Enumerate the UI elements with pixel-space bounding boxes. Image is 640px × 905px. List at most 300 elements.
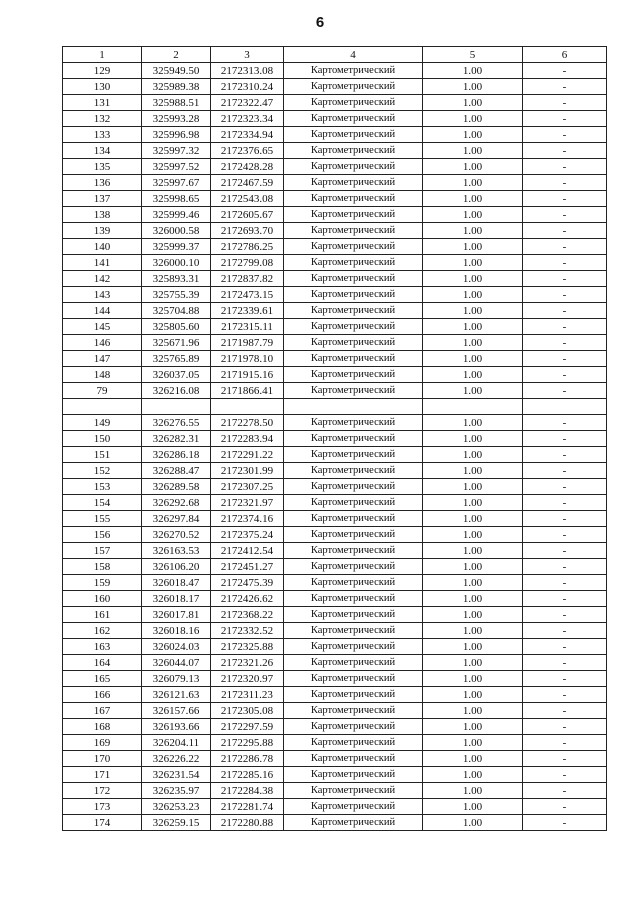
column-header: 4: [284, 47, 423, 63]
point-number-cell: 156: [63, 527, 142, 543]
y-coordinate-cell: 2172322.47: [211, 95, 284, 111]
y-coordinate-cell: 2172376.65: [211, 143, 284, 159]
x-coordinate-cell: 326018.47: [142, 575, 211, 591]
table-header-row: [63, 47, 607, 63]
y-coordinate-cell: 2172291.22: [211, 447, 284, 463]
method-cell: Картометрический: [284, 95, 423, 111]
method-cell: Картометрический: [284, 271, 423, 287]
method-cell: Картометрический: [284, 287, 423, 303]
method-cell: Картометрический: [284, 431, 423, 447]
table-row: [63, 735, 607, 751]
accuracy-cell: 1.00: [423, 767, 523, 783]
page-number: 6: [315, 14, 325, 31]
y-coordinate-cell: 2172693.70: [211, 223, 284, 239]
description-cell: -: [523, 575, 607, 591]
point-number-cell: 145: [63, 319, 142, 335]
description-cell: -: [523, 383, 607, 399]
accuracy-cell: 1.00: [423, 591, 523, 607]
point-number-cell: 137: [63, 191, 142, 207]
point-number-cell: 161: [63, 607, 142, 623]
y-coordinate-cell: 2172307.25: [211, 479, 284, 495]
x-coordinate-cell: 326292.68: [142, 495, 211, 511]
description-cell: -: [523, 591, 607, 607]
description-cell: -: [523, 95, 607, 111]
method-cell: Картометрический: [284, 671, 423, 687]
table-row: [63, 319, 607, 335]
table-row: [63, 367, 607, 383]
table-row: [63, 559, 607, 575]
y-coordinate-cell: 2172284.38: [211, 783, 284, 799]
y-coordinate-cell: 2172283.94: [211, 431, 284, 447]
accuracy-cell: 1.00: [423, 783, 523, 799]
accuracy-cell: 1.00: [423, 527, 523, 543]
table-row: [63, 671, 607, 687]
description-cell: -: [523, 143, 607, 159]
table-row: [63, 159, 607, 175]
point-number-cell: 149: [63, 415, 142, 431]
accuracy-cell: 1.00: [423, 351, 523, 367]
method-cell: Картометрический: [284, 639, 423, 655]
point-number-cell: 172: [63, 783, 142, 799]
x-coordinate-cell: 325997.67: [142, 175, 211, 191]
accuracy-cell: 1.00: [423, 815, 523, 831]
accuracy-cell: 1.00: [423, 735, 523, 751]
column-header: 3: [211, 47, 284, 63]
point-number-cell: 160: [63, 591, 142, 607]
y-coordinate-cell: 2172281.74: [211, 799, 284, 815]
table-row: [63, 447, 607, 463]
point-number-cell: 151: [63, 447, 142, 463]
y-coordinate-cell: 2172325.88: [211, 639, 284, 655]
point-number-cell: 167: [63, 703, 142, 719]
method-cell: Картометрический: [284, 367, 423, 383]
description-cell: -: [523, 751, 607, 767]
description-cell: -: [523, 463, 607, 479]
table-row: [63, 511, 607, 527]
table-row: [63, 191, 607, 207]
table-row: [63, 143, 607, 159]
empty-cell: [142, 399, 211, 415]
x-coordinate-cell: 325996.98: [142, 127, 211, 143]
accuracy-cell: 1.00: [423, 799, 523, 815]
method-cell: Картометрический: [284, 799, 423, 815]
description-cell: -: [523, 79, 607, 95]
y-coordinate-cell: 2172837.82: [211, 271, 284, 287]
column-header: 6: [523, 47, 607, 63]
y-coordinate-cell: 2172321.26: [211, 655, 284, 671]
method-cell: Картометрический: [284, 735, 423, 751]
table-row: [63, 479, 607, 495]
column-header: 1: [63, 47, 142, 63]
accuracy-cell: 1.00: [423, 559, 523, 575]
description-cell: -: [523, 367, 607, 383]
method-cell: Картометрический: [284, 303, 423, 319]
x-coordinate-cell: 325755.39: [142, 287, 211, 303]
x-coordinate-cell: 325988.51: [142, 95, 211, 111]
y-coordinate-cell: 2172310.24: [211, 79, 284, 95]
table-row: [63, 239, 607, 255]
point-number-cell: 132: [63, 111, 142, 127]
table-row: [63, 431, 607, 447]
x-coordinate-cell: 325999.37: [142, 239, 211, 255]
point-number-cell: 129: [63, 63, 142, 79]
accuracy-cell: 1.00: [423, 63, 523, 79]
point-number-cell: 165: [63, 671, 142, 687]
accuracy-cell: 1.00: [423, 175, 523, 191]
y-coordinate-cell: 2172280.88: [211, 815, 284, 831]
description-cell: -: [523, 223, 607, 239]
x-coordinate-cell: 326017.81: [142, 607, 211, 623]
point-number-cell: 159: [63, 575, 142, 591]
description-cell: -: [523, 303, 607, 319]
y-coordinate-cell: 2172605.67: [211, 207, 284, 223]
description-cell: -: [523, 735, 607, 751]
description-cell: -: [523, 687, 607, 703]
table-row: [63, 463, 607, 479]
y-coordinate-cell: 2172412.54: [211, 543, 284, 559]
accuracy-cell: 1.00: [423, 623, 523, 639]
empty-separator-row: [63, 399, 607, 415]
accuracy-cell: 1.00: [423, 111, 523, 127]
accuracy-cell: 1.00: [423, 207, 523, 223]
description-cell: -: [523, 799, 607, 815]
point-number-cell: 168: [63, 719, 142, 735]
y-coordinate-cell: 2172473.15: [211, 287, 284, 303]
point-number-cell: 148: [63, 367, 142, 383]
y-coordinate-cell: 2172475.39: [211, 575, 284, 591]
table-row: [63, 751, 607, 767]
description-cell: -: [523, 127, 607, 143]
table-row: [63, 415, 607, 431]
method-cell: Картометрический: [284, 719, 423, 735]
y-coordinate-cell: 2171987.79: [211, 335, 284, 351]
method-cell: Картометрический: [284, 79, 423, 95]
y-coordinate-cell: 2172301.99: [211, 463, 284, 479]
x-coordinate-cell: 326079.13: [142, 671, 211, 687]
description-cell: -: [523, 319, 607, 335]
description-cell: -: [523, 415, 607, 431]
y-coordinate-cell: 2172278.50: [211, 415, 284, 431]
method-cell: Картометрический: [284, 767, 423, 783]
accuracy-cell: 1.00: [423, 719, 523, 735]
accuracy-cell: 1.00: [423, 543, 523, 559]
point-number-cell: 170: [63, 751, 142, 767]
x-coordinate-cell: 326235.97: [142, 783, 211, 799]
y-coordinate-cell: 2172786.25: [211, 239, 284, 255]
x-coordinate-cell: 326024.03: [142, 639, 211, 655]
point-number-cell: 157: [63, 543, 142, 559]
description-cell: -: [523, 255, 607, 271]
column-header: 5: [423, 47, 523, 63]
accuracy-cell: 1.00: [423, 239, 523, 255]
x-coordinate-cell: 326226.22: [142, 751, 211, 767]
description-cell: -: [523, 175, 607, 191]
table-row: [63, 255, 607, 271]
accuracy-cell: 1.00: [423, 223, 523, 239]
accuracy-cell: 1.00: [423, 415, 523, 431]
point-number-cell: 134: [63, 143, 142, 159]
y-coordinate-cell: 2172332.52: [211, 623, 284, 639]
description-cell: -: [523, 543, 607, 559]
table-row: [63, 63, 607, 79]
point-number-cell: 154: [63, 495, 142, 511]
point-number-cell: 141: [63, 255, 142, 271]
point-number-cell: 173: [63, 799, 142, 815]
accuracy-cell: 1.00: [423, 271, 523, 287]
method-cell: Картометрический: [284, 495, 423, 511]
table-row: [63, 175, 607, 191]
point-number-cell: 130: [63, 79, 142, 95]
method-cell: Картометрический: [284, 447, 423, 463]
x-coordinate-cell: 326018.16: [142, 623, 211, 639]
table-row: [63, 303, 607, 319]
accuracy-cell: 1.00: [423, 319, 523, 335]
table-row: [63, 223, 607, 239]
point-number-cell: 131: [63, 95, 142, 111]
method-cell: Картометрический: [284, 527, 423, 543]
description-cell: -: [523, 479, 607, 495]
method-cell: Картометрический: [284, 335, 423, 351]
accuracy-cell: 1.00: [423, 159, 523, 175]
point-number-cell: 163: [63, 639, 142, 655]
description-cell: -: [523, 191, 607, 207]
accuracy-cell: 1.00: [423, 511, 523, 527]
y-coordinate-cell: 2172451.27: [211, 559, 284, 575]
table-row: [63, 495, 607, 511]
point-number-cell: 152: [63, 463, 142, 479]
point-number-cell: 153: [63, 479, 142, 495]
table-row: [63, 527, 607, 543]
y-coordinate-cell: 2172305.08: [211, 703, 284, 719]
y-coordinate-cell: 2172285.16: [211, 767, 284, 783]
description-cell: -: [523, 815, 607, 831]
table-row: [63, 383, 607, 399]
x-coordinate-cell: 326157.66: [142, 703, 211, 719]
x-coordinate-cell: 326193.66: [142, 719, 211, 735]
point-number-cell: 150: [63, 431, 142, 447]
table-row: [63, 543, 607, 559]
accuracy-cell: 1.00: [423, 143, 523, 159]
table-row: [63, 111, 607, 127]
point-number-cell: 162: [63, 623, 142, 639]
y-coordinate-cell: 2172375.24: [211, 527, 284, 543]
y-coordinate-cell: 2172323.34: [211, 111, 284, 127]
method-cell: Картометрический: [284, 63, 423, 79]
table-row: [63, 607, 607, 623]
accuracy-cell: 1.00: [423, 639, 523, 655]
point-number-cell: 147: [63, 351, 142, 367]
accuracy-cell: 1.00: [423, 79, 523, 95]
table-row: [63, 127, 607, 143]
y-coordinate-cell: 2171915.16: [211, 367, 284, 383]
x-coordinate-cell: 326282.31: [142, 431, 211, 447]
point-number-cell: 138: [63, 207, 142, 223]
method-cell: Картометрический: [284, 607, 423, 623]
table-row: [63, 207, 607, 223]
coordinates-table: [62, 46, 607, 831]
accuracy-cell: 1.00: [423, 463, 523, 479]
accuracy-cell: 1.00: [423, 447, 523, 463]
y-coordinate-cell: 2172297.59: [211, 719, 284, 735]
y-coordinate-cell: 2172467.59: [211, 175, 284, 191]
method-cell: Картометрический: [284, 751, 423, 767]
accuracy-cell: 1.00: [423, 575, 523, 591]
x-coordinate-cell: 326000.58: [142, 223, 211, 239]
x-coordinate-cell: 325999.46: [142, 207, 211, 223]
table-row: [63, 591, 607, 607]
x-coordinate-cell: 326204.11: [142, 735, 211, 751]
x-coordinate-cell: 326286.18: [142, 447, 211, 463]
description-cell: -: [523, 607, 607, 623]
table-row: [63, 783, 607, 799]
y-coordinate-cell: 2171866.41: [211, 383, 284, 399]
description-cell: -: [523, 767, 607, 783]
table-row: [63, 79, 607, 95]
x-coordinate-cell: 326163.53: [142, 543, 211, 559]
x-coordinate-cell: 326276.55: [142, 415, 211, 431]
accuracy-cell: 1.00: [423, 607, 523, 623]
y-coordinate-cell: 2172320.97: [211, 671, 284, 687]
point-number-cell: 136: [63, 175, 142, 191]
x-coordinate-cell: 325949.50: [142, 63, 211, 79]
point-number-cell: 139: [63, 223, 142, 239]
accuracy-cell: 1.00: [423, 751, 523, 767]
description-cell: -: [523, 511, 607, 527]
y-coordinate-cell: 2172313.08: [211, 63, 284, 79]
column-header: 2: [142, 47, 211, 63]
x-coordinate-cell: 325998.65: [142, 191, 211, 207]
point-number-cell: 174: [63, 815, 142, 831]
y-coordinate-cell: 2172295.88: [211, 735, 284, 751]
empty-cell: [423, 399, 523, 415]
description-cell: -: [523, 527, 607, 543]
y-coordinate-cell: 2172428.28: [211, 159, 284, 175]
description-cell: -: [523, 447, 607, 463]
method-cell: Картометрический: [284, 575, 423, 591]
x-coordinate-cell: 325993.28: [142, 111, 211, 127]
x-coordinate-cell: 326121.63: [142, 687, 211, 703]
method-cell: Картометрический: [284, 479, 423, 495]
method-cell: Картометрический: [284, 127, 423, 143]
point-number-cell: 144: [63, 303, 142, 319]
method-cell: Картометрический: [284, 319, 423, 335]
table-row: [63, 703, 607, 719]
table-row: [63, 287, 607, 303]
accuracy-cell: 1.00: [423, 655, 523, 671]
description-cell: -: [523, 287, 607, 303]
description-cell: -: [523, 719, 607, 735]
y-coordinate-cell: 2172334.94: [211, 127, 284, 143]
x-coordinate-cell: 325765.89: [142, 351, 211, 367]
y-coordinate-cell: 2172368.22: [211, 607, 284, 623]
table-row: [63, 351, 607, 367]
y-coordinate-cell: 2172321.97: [211, 495, 284, 511]
y-coordinate-cell: 2172426.62: [211, 591, 284, 607]
point-number-cell: 164: [63, 655, 142, 671]
x-coordinate-cell: 325989.38: [142, 79, 211, 95]
method-cell: Картометрический: [284, 351, 423, 367]
accuracy-cell: 1.00: [423, 127, 523, 143]
point-number-cell: 166: [63, 687, 142, 703]
method-cell: Картометрический: [284, 623, 423, 639]
x-coordinate-cell: 326297.84: [142, 511, 211, 527]
accuracy-cell: 1.00: [423, 303, 523, 319]
point-number-cell: 142: [63, 271, 142, 287]
method-cell: Картометрический: [284, 255, 423, 271]
description-cell: -: [523, 111, 607, 127]
x-coordinate-cell: 325805.60: [142, 319, 211, 335]
description-cell: -: [523, 63, 607, 79]
y-coordinate-cell: 2171978.10: [211, 351, 284, 367]
description-cell: -: [523, 559, 607, 575]
method-cell: Картометрический: [284, 207, 423, 223]
method-cell: Картометрический: [284, 175, 423, 191]
x-coordinate-cell: 326018.17: [142, 591, 211, 607]
method-cell: Картометрический: [284, 511, 423, 527]
empty-cell: [284, 399, 423, 415]
x-coordinate-cell: 325997.52: [142, 159, 211, 175]
method-cell: Картометрический: [284, 159, 423, 175]
x-coordinate-cell: 325704.88: [142, 303, 211, 319]
table-row: [63, 575, 607, 591]
method-cell: Картометрический: [284, 111, 423, 127]
empty-cell: [523, 399, 607, 415]
point-number-cell: 143: [63, 287, 142, 303]
y-coordinate-cell: 2172543.08: [211, 191, 284, 207]
method-cell: Картометрический: [284, 383, 423, 399]
accuracy-cell: 1.00: [423, 383, 523, 399]
table-row: [63, 815, 607, 831]
empty-cell: [63, 399, 142, 415]
method-cell: Картометрический: [284, 703, 423, 719]
empty-cell: [211, 399, 284, 415]
description-cell: -: [523, 655, 607, 671]
x-coordinate-cell: 326259.15: [142, 815, 211, 831]
y-coordinate-cell: 2172339.61: [211, 303, 284, 319]
y-coordinate-cell: 2172286.78: [211, 751, 284, 767]
description-cell: -: [523, 783, 607, 799]
y-coordinate-cell: 2172311.23: [211, 687, 284, 703]
point-number-cell: 169: [63, 735, 142, 751]
accuracy-cell: 1.00: [423, 367, 523, 383]
method-cell: Картометрический: [284, 415, 423, 431]
method-cell: Картометрический: [284, 191, 423, 207]
table-row: [63, 271, 607, 287]
table-row: [63, 719, 607, 735]
x-coordinate-cell: 326216.08: [142, 383, 211, 399]
table-row: [63, 799, 607, 815]
method-cell: Картометрический: [284, 687, 423, 703]
description-cell: -: [523, 271, 607, 287]
point-number-cell: 135: [63, 159, 142, 175]
point-number-cell: 146: [63, 335, 142, 351]
x-coordinate-cell: 325893.31: [142, 271, 211, 287]
method-cell: Картометрический: [284, 239, 423, 255]
accuracy-cell: 1.00: [423, 479, 523, 495]
accuracy-cell: 1.00: [423, 703, 523, 719]
method-cell: Картометрический: [284, 591, 423, 607]
method-cell: Картометрический: [284, 543, 423, 559]
x-coordinate-cell: 325997.32: [142, 143, 211, 159]
table-row: [63, 95, 607, 111]
accuracy-cell: 1.00: [423, 191, 523, 207]
description-cell: -: [523, 239, 607, 255]
method-cell: Картометрический: [284, 559, 423, 575]
method-cell: Картометрический: [284, 463, 423, 479]
point-number-cell: 155: [63, 511, 142, 527]
point-number-cell: 171: [63, 767, 142, 783]
table-row: [63, 639, 607, 655]
